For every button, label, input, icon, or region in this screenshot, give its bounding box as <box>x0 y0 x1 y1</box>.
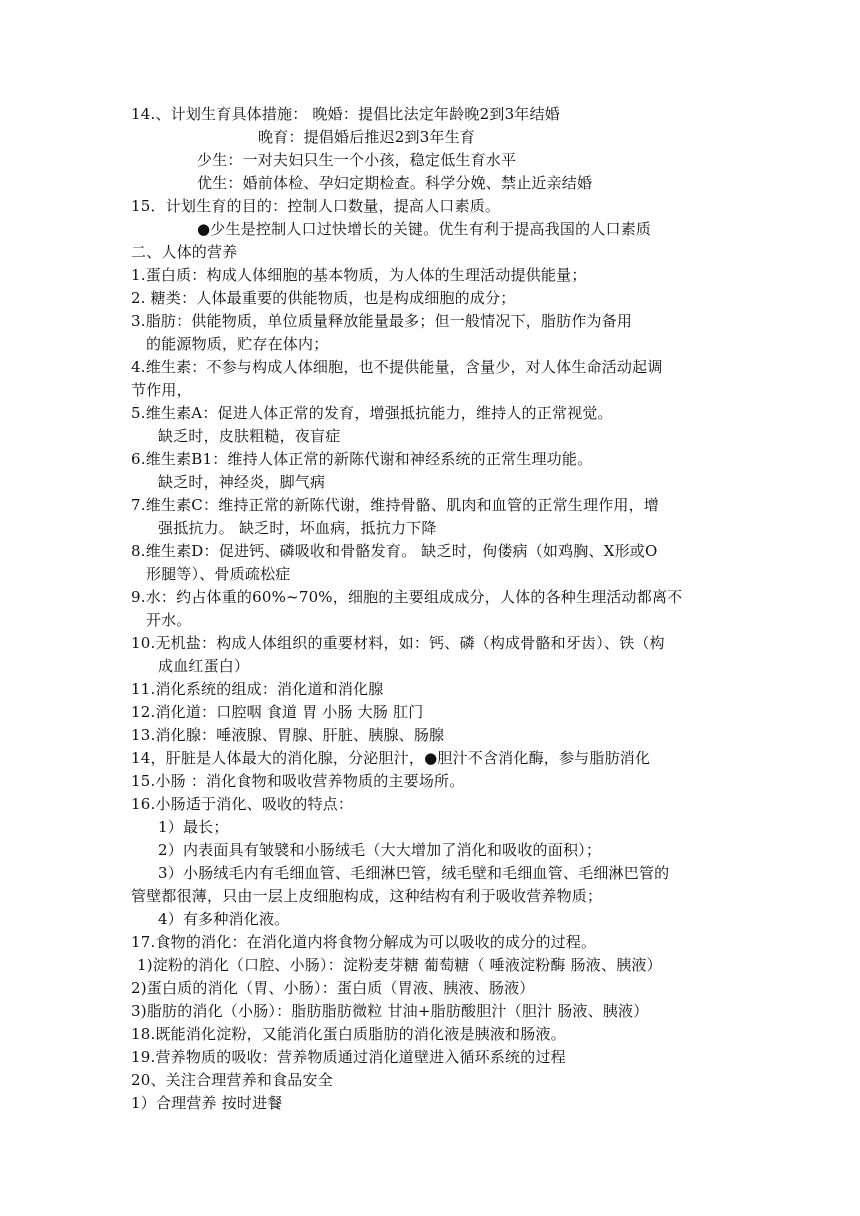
text-line: 13.消化腺：唾液腺、胃腺、肝脏、胰腺、肠腺 <box>131 726 445 744</box>
text-line: 管壁都很薄，只由一层上皮细胞构成，这种结构有利于吸收营养物质； <box>131 887 603 905</box>
text-line: 2)蛋白质的消化（胃、小肠）：蛋白质（胃液、胰液、肠液） <box>131 979 535 997</box>
text-line: 14，肝脏是人体最大的消化腺，分泌胆汁，●胆汁不含消化酶，参与脂肪消化 <box>131 749 651 767</box>
text-line: 15．计划生育的目的：控制人口数量，提高人口素质。 <box>131 197 501 215</box>
text-line: 晚育：提倡婚后推迟2到3年生育 <box>258 128 476 146</box>
text-line: 16.小肠适于消化、吸收的特点： <box>131 795 354 813</box>
text-line: 2）内表面具有皱襞和小肠绒毛（大大增加了消化和吸收的面积）； <box>158 841 602 859</box>
text-line: 4）有多种消化液。 <box>158 910 290 928</box>
text-line: 少生：一对夫妇只生一个小孩，稳定低生育水平 <box>197 151 517 169</box>
text-line: 缺乏时，神经炎，脚气病 <box>158 473 326 491</box>
text-line: 1)淀粉的消化（口腔、小肠）：淀粉麦芽糖 葡萄糖（ 唾液淀粉酶 肠液、胰液） <box>137 956 662 974</box>
text-line: 的能源物质，贮存在体内； <box>146 335 329 353</box>
text-line: 开水。 <box>146 611 192 629</box>
text-line: 15.小肠 ：消化食物和吸收营养物质的主要场所。 <box>131 772 465 790</box>
text-line: 优生：婚前体检、孕妇定期检查。科学分娩、禁止近亲结婚 <box>197 174 593 192</box>
text-line: 节作用， <box>131 381 192 399</box>
text-line: 19.营养物质的吸收：营养物质通过消化道壁进入循环系统的过程 <box>131 1048 566 1066</box>
section-heading: 二、人体的营养 <box>131 243 238 261</box>
text-line: 1）合理营养 按时进餐 <box>131 1094 283 1112</box>
text-line: 2. 糖类：人体最重要的供能物质，也是构成细胞的成分； <box>131 289 516 307</box>
text-line: 5.维生素A：促进人体正常的发育，增强抵抗能力，维持人的正常视觉。 <box>131 404 613 422</box>
text-line: 7.维生素C：维持正常的新陈代谢，维持骨骼、肌肉和血管的正常生理作用，增 <box>131 496 659 514</box>
text-line: 缺乏时，皮肤粗糙，夜盲症 <box>158 427 341 445</box>
text-line: 17.食物的消化：在消化道内将食物分解成为可以吸收的成分的过程。 <box>131 933 597 951</box>
text-line: 9.水：约占体重的60%~70%，细胞的主要组成成分，人体的各种生理活动都离不 <box>131 588 683 606</box>
text-line: 20、关注合理营养和食品安全 <box>131 1071 333 1089</box>
text-line: 6.维生素B1：维持人体正常的新陈代谢和神经系统的正常生理功能。 <box>131 450 593 468</box>
text-line: 4.维生素：不参与构成人体细胞，也不提供能量，含量少，对人体生命活动起调 <box>131 358 663 376</box>
text-line: 1）最长； <box>158 818 229 836</box>
text-line: ●少生是控制人口过快增长的关键。优生有利于提高我国的人口素质 <box>197 220 652 238</box>
text-line: 10.无机盐：构成人体组织的重要材料，如：钙、磷（构成骨骼和牙齿）、铁（构 <box>131 634 665 652</box>
text-line: 3)脂肪的消化（小肠）：脂肪脂肪微粒 甘油+脂肪酸胆汁（胆汁 肠液、胰液） <box>131 1002 649 1020</box>
text-line: 3.脂肪：供能物质，单位质量释放能量最多；但一般情况下，脂肪作为备用 <box>131 312 633 330</box>
text-line: 14.、计划生育具体措施： 晚婚：提倡比法定年龄晚2到3年结婚 <box>131 105 560 123</box>
text-line: 12.消化道：口腔咽 食道 胃 小肠 大肠 肛门 <box>131 703 424 721</box>
text-line: 强抵抗力。 缺乏时，坏血病，抵抗力下降 <box>158 519 437 537</box>
text-line: 成血红蛋白） <box>158 657 250 675</box>
text-line: 8.维生素D：促进钙、磷吸收和骨骼发育。 缺乏时，佝偻病（如鸡胸、X形或O <box>131 542 658 560</box>
text-line: 18.既能消化淀粉，又能消化蛋白质脂肪的消化液是胰液和肠液。 <box>131 1025 566 1043</box>
text-line: 1.蛋白质：构成人体细胞的基本物质，为人体的生理活动提供能量； <box>131 266 587 284</box>
text-line: 3）小肠绒毛内有毛细血管、毛细淋巴管，绒毛壁和毛细血管、毛细淋巴管的 <box>158 864 670 882</box>
text-line: 形腿等）、骨质疏松症 <box>146 565 291 583</box>
text-line: 11.消化系统的组成：消化道和消化腺 <box>131 680 384 698</box>
